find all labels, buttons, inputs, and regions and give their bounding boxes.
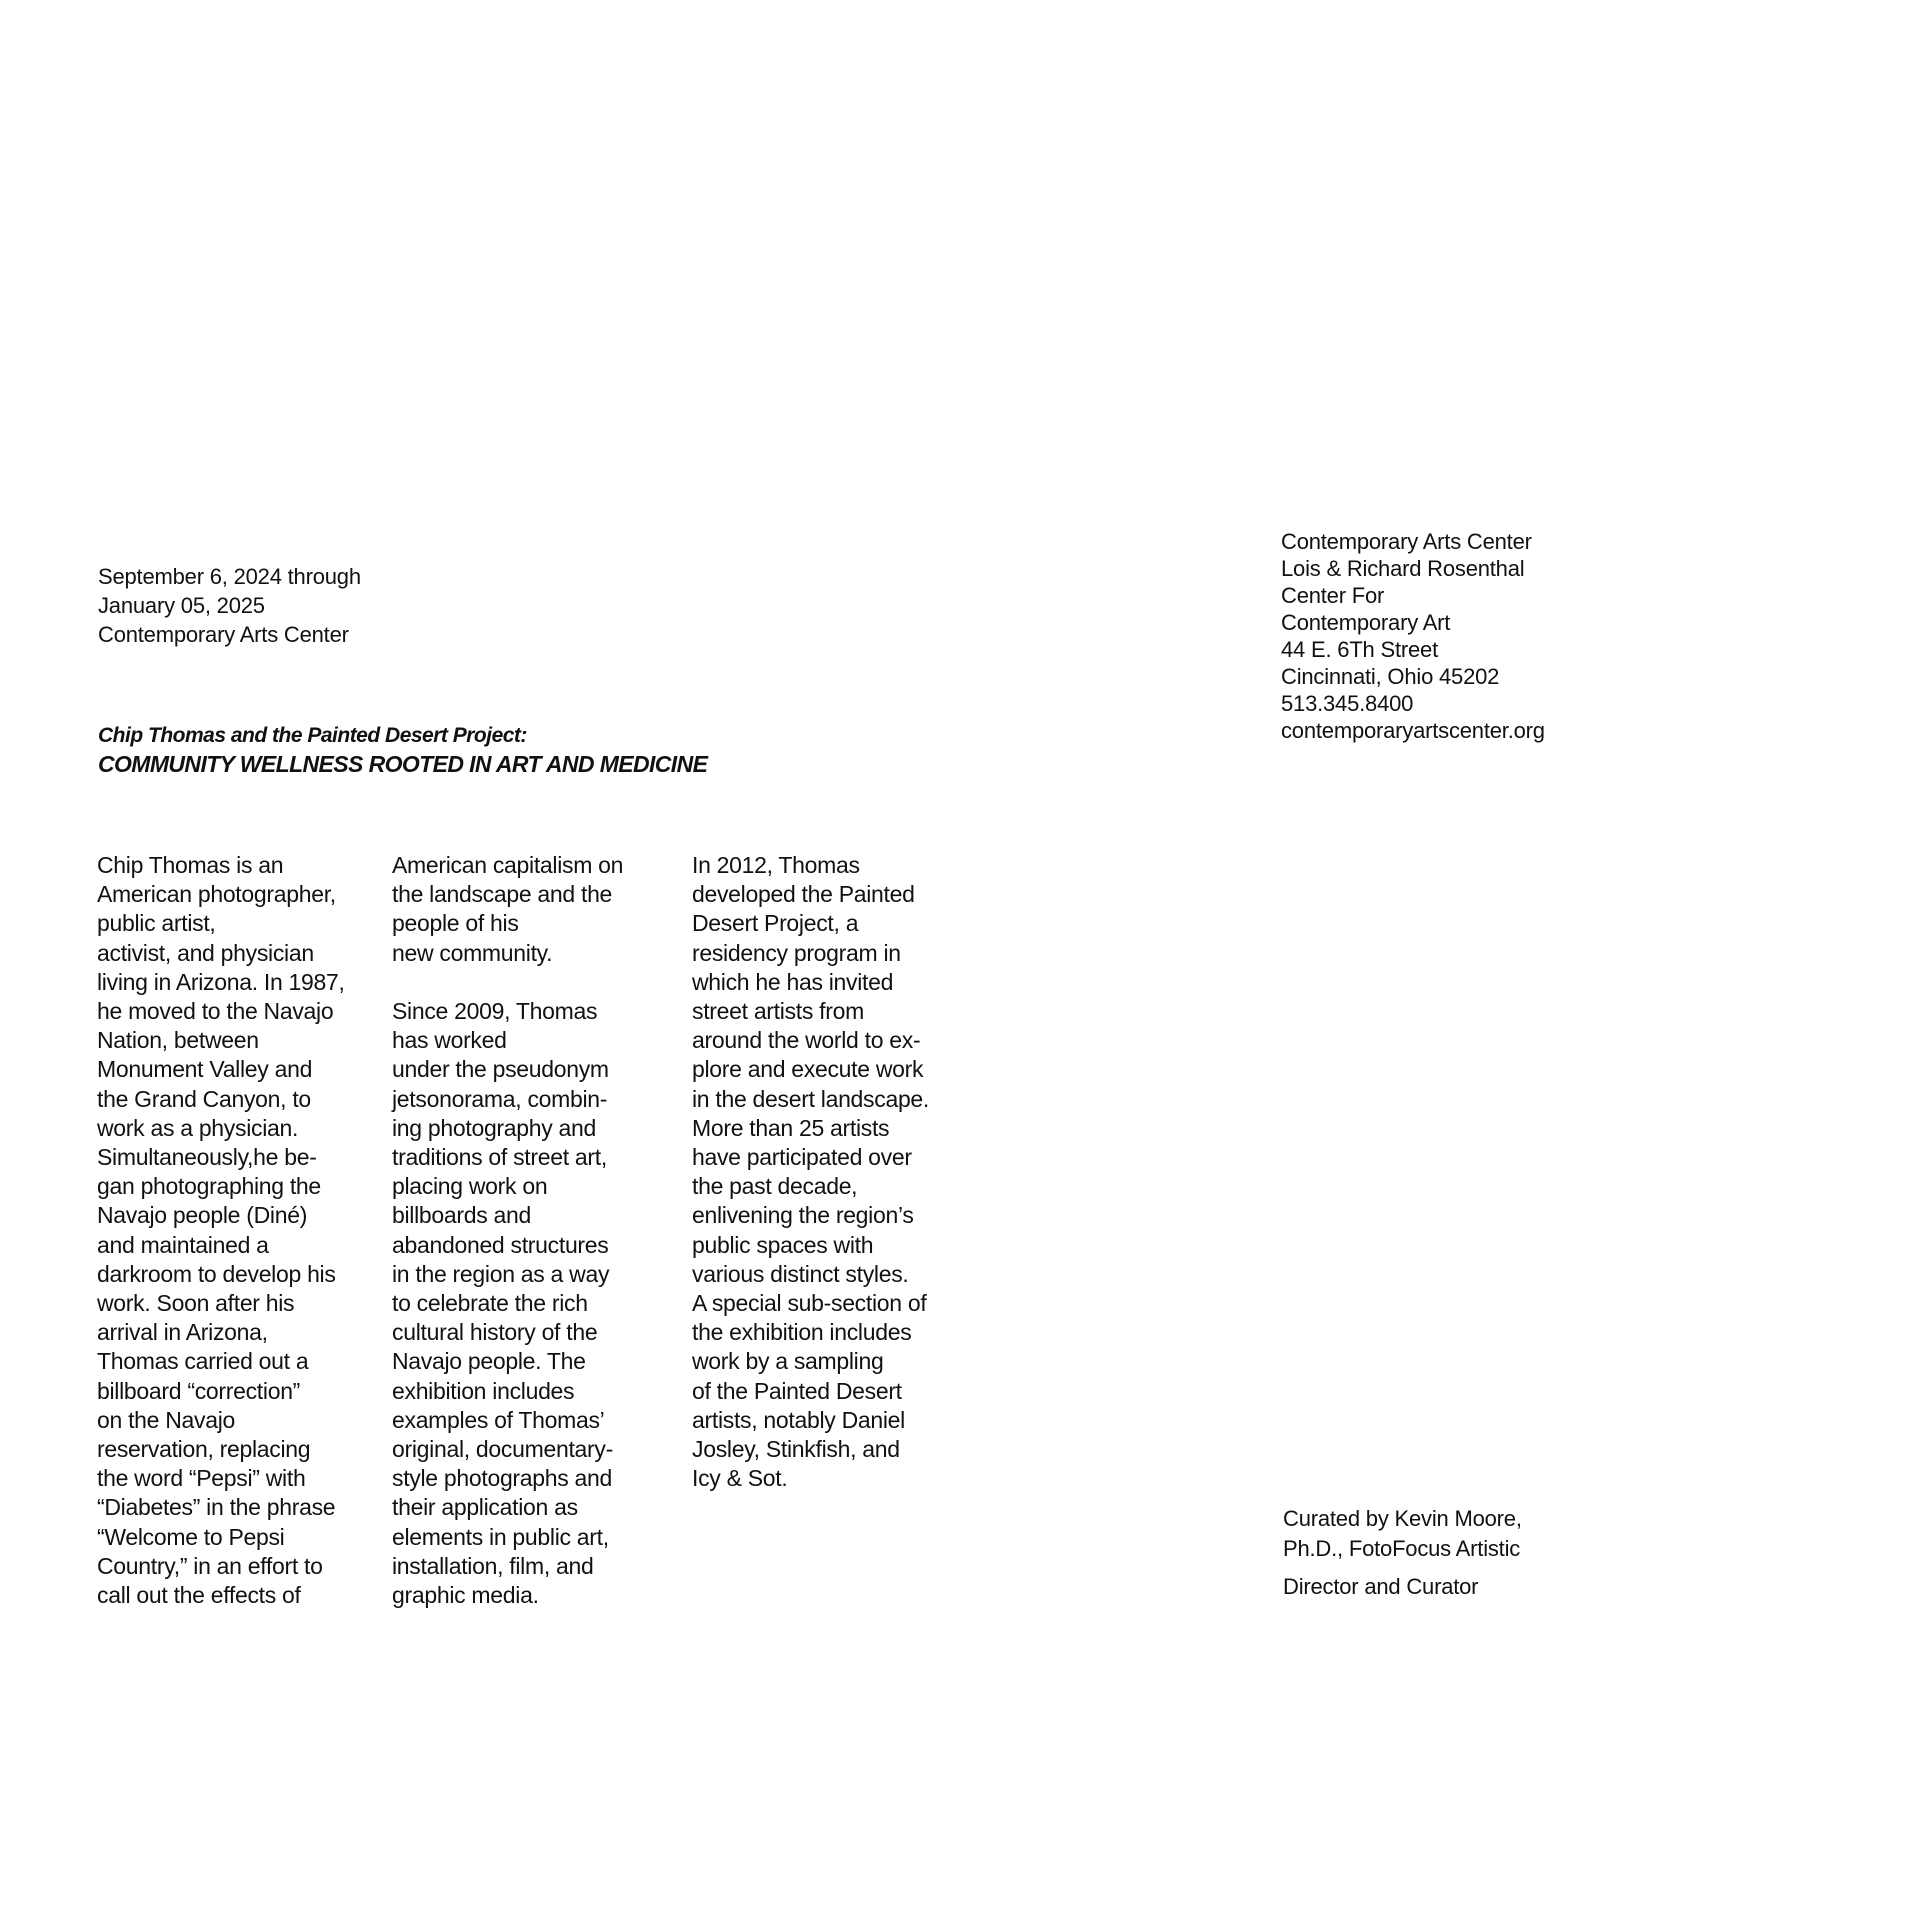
body-line: activist, and physician <box>97 939 314 966</box>
body-line: work by a sampling <box>692 1348 884 1375</box>
body-line: elements in public art, <box>392 1523 609 1550</box>
body-line: their application as <box>392 1494 578 1521</box>
address-line: Contemporary Arts Center <box>1281 529 1532 554</box>
body-line: “Welcome to Pepsi <box>97 1523 285 1550</box>
address-line: Center For <box>1281 583 1385 608</box>
body-line: Chip Thomas is an <box>97 852 284 878</box>
body-line: Nation, between <box>97 1027 259 1054</box>
curator-line-3: Director and Curator <box>1283 1574 1479 1599</box>
body-line: gan photographing the <box>97 1173 321 1200</box>
body-line: examples of Thomas’ <box>392 1406 605 1433</box>
body-line: to celebrate the rich <box>392 1290 588 1317</box>
body-line: has worked <box>392 1027 507 1054</box>
address-line: Contemporary Art <box>1281 610 1451 635</box>
body-line: Since 2009, Thomas <box>392 998 598 1024</box>
body-line: darkroom to develop his <box>97 1260 336 1287</box>
city-state-zip: Cincinnati, Ohio 45202 <box>1281 664 1500 689</box>
body-line: around the world to ex- <box>692 1027 921 1054</box>
body-line: American photographer, <box>97 881 336 908</box>
body-line: have participated over <box>692 1144 912 1171</box>
body-line: on the Navajo <box>97 1406 236 1433</box>
body-line: in the region as a way <box>392 1260 610 1287</box>
curator-line-2: Ph.D., FotoFocus Artistic <box>1283 1536 1521 1561</box>
date-range-start: September 6, 2024 through <box>98 564 361 589</box>
curator-credit <box>1283 1504 1522 1602</box>
body-line: the Grand Canyon, to <box>97 1085 311 1112</box>
body-line: which he has invited <box>692 968 894 995</box>
body-line: exhibition includes <box>392 1377 575 1404</box>
body-line: Desert Project, a <box>692 910 859 937</box>
body-line: More than 25 artists <box>692 1114 890 1141</box>
body-line: developed the Painted <box>692 881 915 908</box>
body-line: of the Painted Desert <box>692 1377 902 1404</box>
phone-number: 513.345.8400 <box>1281 691 1414 716</box>
body-line: artists, notably Daniel <box>692 1406 905 1433</box>
address-line: Lois & Richard Rosenthal <box>1281 556 1525 581</box>
body-line: the word “Pepsi” with <box>97 1465 306 1492</box>
body-column-2 <box>392 851 623 1610</box>
body-line: cultural history of the <box>392 1319 598 1346</box>
curator-line-1: Curated by Kevin Moore, <box>1283 1506 1522 1531</box>
paragraph-gap <box>392 968 623 997</box>
body-line: style photographs and <box>392 1465 613 1492</box>
body-line: Josley, Stinkfish, and <box>692 1436 900 1463</box>
body-line: in the desert landscape. <box>692 1085 930 1112</box>
body-line: “Diabetes” in the phrase <box>97 1494 336 1521</box>
body-line: placing work on <box>392 1173 548 1200</box>
body-line: installation, film, and <box>392 1552 594 1579</box>
website-url: contemporaryartscenter.org <box>1281 718 1545 743</box>
body-line: graphic media. <box>392 1582 539 1609</box>
street-address: 44 E. 6Th Street <box>1281 637 1438 662</box>
body-line: public artist, <box>97 910 216 937</box>
body-line: various distinct styles. <box>692 1260 909 1287</box>
body-line: Simultaneously,he be- <box>97 1144 317 1171</box>
body-line: living in Arizona. In 1987, <box>97 968 345 995</box>
body-line: reservation, replacing <box>97 1436 311 1463</box>
body-line: Navajo people (Diné) <box>97 1202 308 1229</box>
body-line: the past decade, <box>692 1173 858 1200</box>
exhibition-title <box>98 722 707 778</box>
body-line: public spaces with <box>692 1231 874 1258</box>
body-line: work as a physician. <box>97 1114 299 1141</box>
body-line: billboards and <box>392 1202 532 1229</box>
body-column-3 <box>692 851 929 1493</box>
body-line: Navajo people. The <box>392 1348 586 1375</box>
body-line: original, documentary- <box>392 1436 613 1463</box>
body-line: he moved to the Navajo <box>97 998 334 1025</box>
title-line-1: Chip Thomas and the Painted Desert Project: <box>98 724 527 747</box>
venue-name: Contemporary Arts Center <box>98 622 349 647</box>
date-range-end: January 05, 2025 <box>98 593 265 618</box>
body-line: abandoned structures <box>392 1231 609 1258</box>
title-line-2: COMMUNITY WELLNESS ROOTED IN ART AND MEDICINE <box>98 751 708 777</box>
body-line: In 2012, Thomas <box>692 852 860 878</box>
body-line: plore and execute work <box>692 1056 924 1083</box>
body-line: ing photography and <box>392 1114 597 1141</box>
body-line: street artists from <box>692 998 864 1025</box>
body-line: Country,” in an effort to <box>97 1552 323 1579</box>
body-line: and maintained a <box>97 1231 269 1258</box>
body-line: enlivening the region’s <box>692 1202 914 1229</box>
body-line: traditions of street art, <box>392 1144 607 1171</box>
body-line: under the pseudonym <box>392 1056 609 1083</box>
body-line: new community. <box>392 939 553 966</box>
body-line: Icy & Sot. <box>692 1465 788 1492</box>
body-line: A special sub-section of <box>692 1290 927 1317</box>
exhibition-dates <box>98 562 361 649</box>
body-line: jetsonorama, combin- <box>392 1085 608 1112</box>
body-line: work. Soon after his <box>97 1290 295 1317</box>
body-line: billboard “correction” <box>97 1377 301 1404</box>
body-line: Thomas carried out a <box>97 1348 309 1375</box>
venue-address <box>1281 528 1545 744</box>
body-line: the exhibition includes <box>692 1319 912 1346</box>
body-line: Monument Valley and <box>97 1056 313 1083</box>
body-line: people of his <box>392 910 519 937</box>
body-line: residency program in <box>692 939 901 966</box>
body-line: call out the effects of <box>97 1582 301 1609</box>
body-line: American capitalism on <box>392 852 624 878</box>
body-column-1 <box>97 851 345 1610</box>
body-line: the landscape and the <box>392 881 613 908</box>
body-line: arrival in Arizona, <box>97 1319 268 1346</box>
